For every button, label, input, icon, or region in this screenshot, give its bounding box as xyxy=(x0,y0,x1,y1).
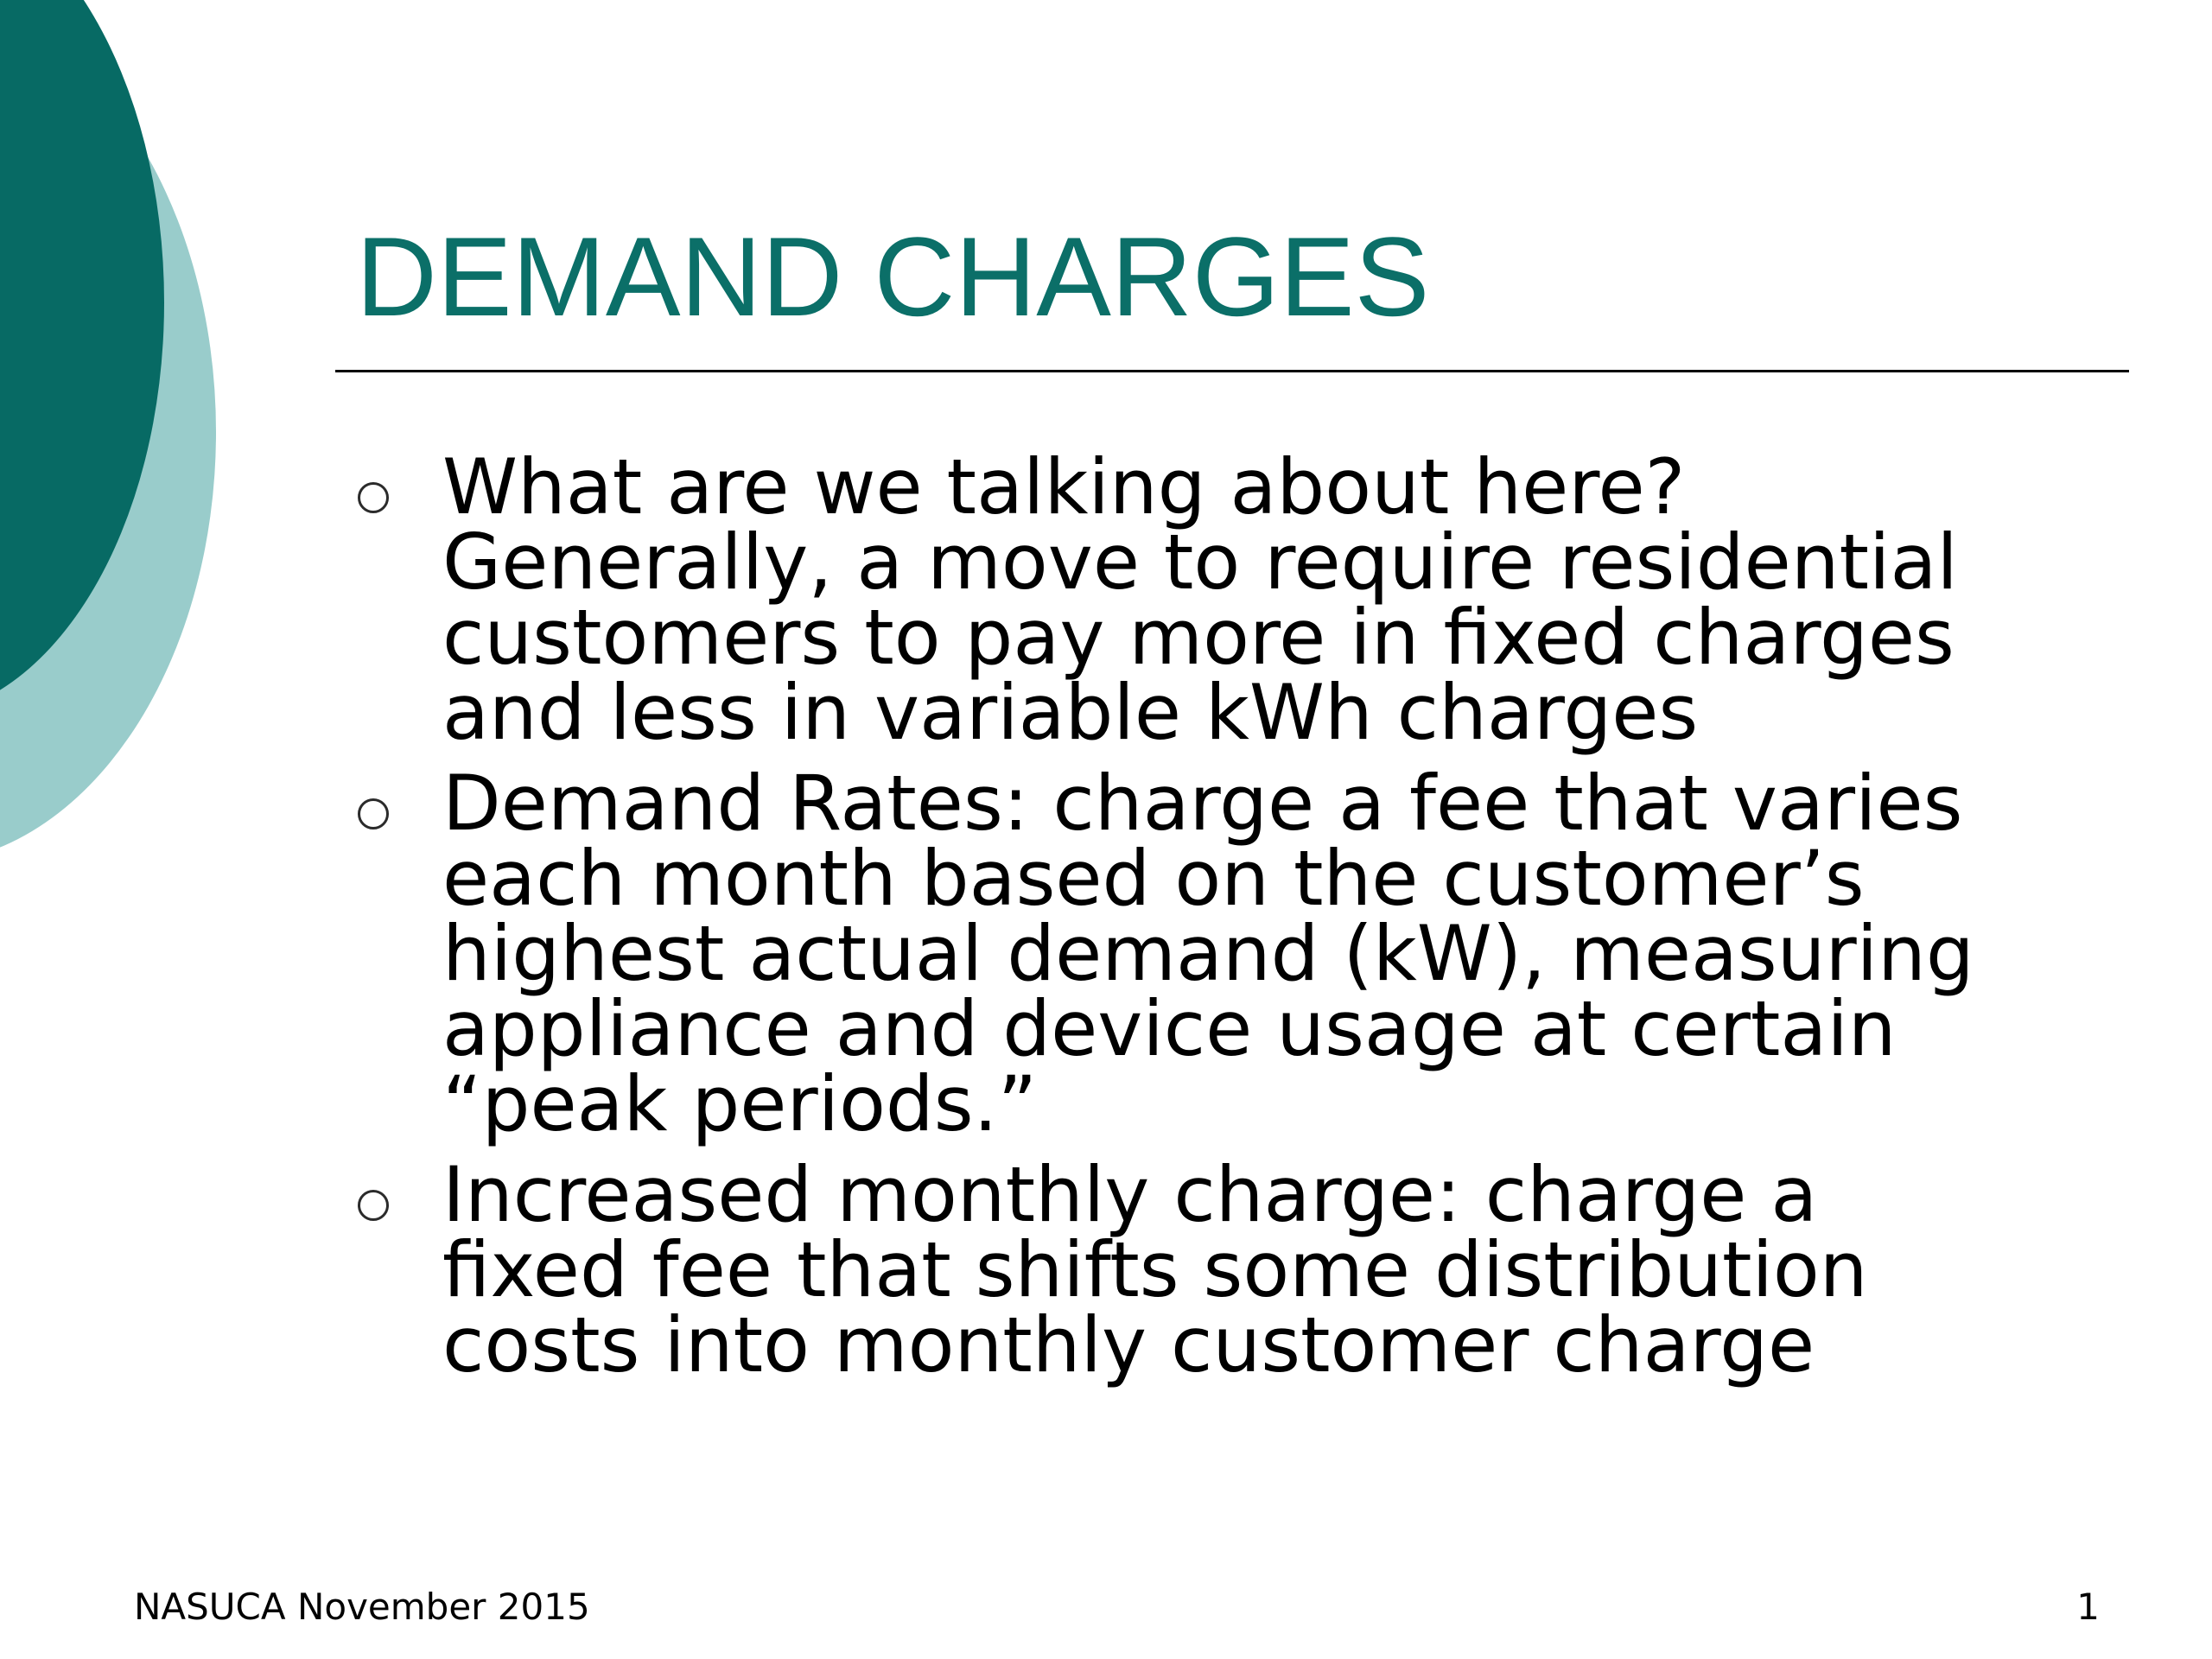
footer-text: NASUCA November 2015 xyxy=(134,1586,590,1628)
bullet-item xyxy=(356,1150,2101,1389)
bullet-text: Increased monthly charge: charge a fixed fee that shifts some distribution costs into monthly customer charge xyxy=(442,1150,1868,1389)
bullet-item xyxy=(356,759,2101,1148)
bullet-list xyxy=(356,442,2101,1398)
slide-title: DEMAND CHARGES xyxy=(356,213,1430,340)
bullet-text: Demand Rates: charge a fee that varies each month based on the customer’s highest actual demand (kW), measuring appliance and device usage at certain “peak periods.” xyxy=(442,759,1974,1148)
page-number: 1 xyxy=(2076,1586,2100,1628)
hollow-circle-bullet-icon xyxy=(358,798,389,830)
hollow-circle-bullet-icon xyxy=(358,1190,389,1221)
hollow-circle-bullet-icon xyxy=(358,482,389,513)
title-divider xyxy=(335,370,2129,372)
bullet-item xyxy=(356,442,2101,757)
bullet-text: What are we talking about here? Generally, a move to require residential customers to pay more in fixed charges and less in variable kWh charges xyxy=(442,442,1958,757)
